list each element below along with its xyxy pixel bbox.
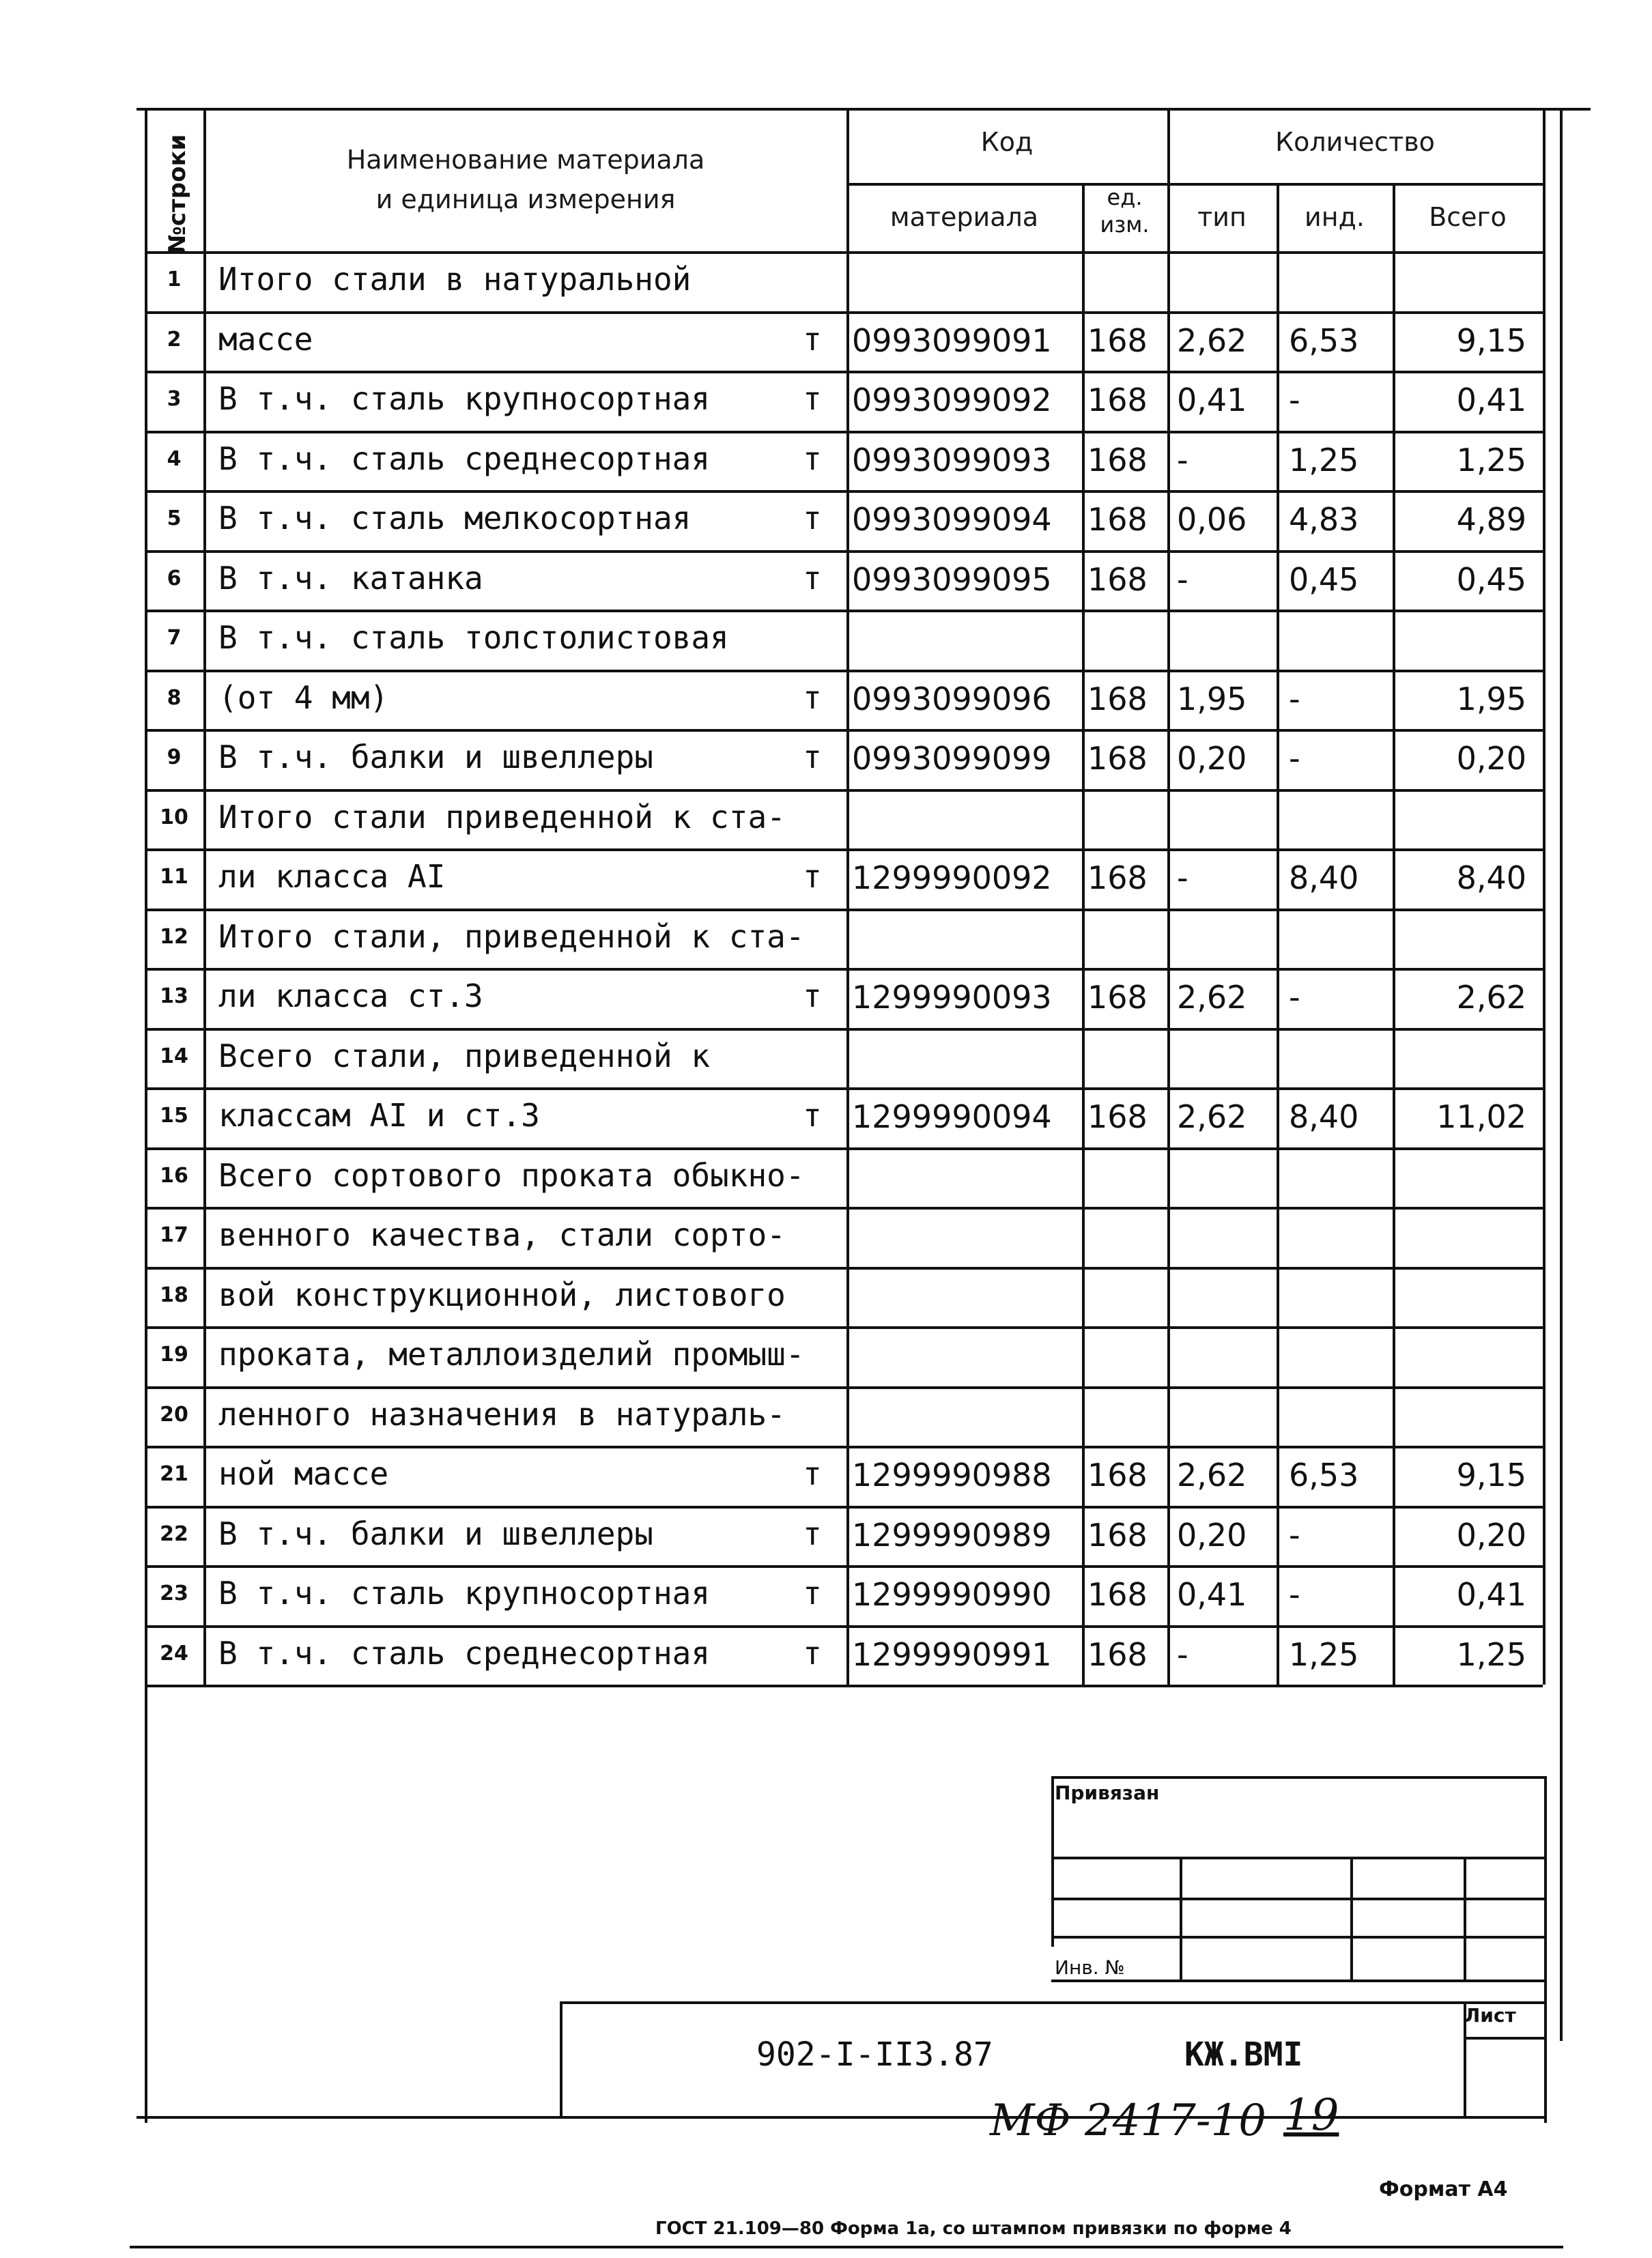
material-name: ной массе	[218, 1455, 389, 1492]
document-mark: КЖ.ВМI	[1184, 2035, 1303, 2074]
unit-symbol: т	[803, 739, 822, 775]
row-rule	[145, 311, 1543, 314]
unit-symbol: т	[803, 559, 822, 597]
material-code: 1299990989	[852, 1516, 1052, 1554]
material-code: 0993099099	[852, 740, 1052, 777]
unit-code: 168	[1087, 382, 1148, 418]
row-number: 3	[167, 387, 182, 411]
material-code: 1299990990	[852, 1576, 1052, 1613]
row-rule	[145, 968, 1543, 971]
unit-symbol: т	[803, 320, 822, 358]
document-code: 902-I-II3.87	[756, 2035, 993, 2074]
row-number: 18	[160, 1283, 188, 1307]
row-rule	[145, 909, 1543, 911]
row-rule	[145, 1685, 1543, 1687]
unit-code: 168	[1087, 1576, 1148, 1613]
qty-total: 0,41	[1456, 382, 1526, 418]
unit-symbol: т	[803, 440, 822, 477]
qty-total: 9,15	[1456, 1457, 1526, 1494]
qty-ind: 0,45	[1289, 560, 1359, 598]
right-frame-rule	[1560, 108, 1563, 2041]
stamp-grid-rule	[1051, 1936, 1544, 1939]
unit-symbol: т	[803, 858, 822, 895]
unit-code: 168	[1087, 979, 1148, 1016]
left-frame-rule	[145, 108, 147, 2123]
row-number: 11	[160, 865, 188, 889]
row-number: 22	[160, 1521, 188, 1546]
qty-typ: 1,95	[1177, 680, 1247, 717]
qty-total: 2,62	[1456, 979, 1526, 1016]
total-header: Всего	[1429, 202, 1507, 232]
material-code: 0993099096	[852, 680, 1052, 717]
qty-total: 1,95	[1456, 680, 1526, 717]
qty-total: 0,20	[1456, 1516, 1526, 1554]
material-name: (от 4 мм)	[218, 678, 389, 716]
header-mid-rule	[846, 183, 1543, 186]
material-name: Итого стали, приведенной к ста-	[218, 917, 805, 955]
material-code: 0993099092	[852, 382, 1052, 418]
row-number: 15	[160, 1104, 188, 1128]
material-name: ленного назначения в натураль-	[218, 1395, 786, 1433]
row-number: 8	[167, 685, 182, 710]
qty-ind: -	[1289, 1516, 1300, 1554]
row-rule	[145, 1565, 1543, 1568]
frame-bottom-rule	[137, 2116, 1547, 2119]
row-rule	[145, 1446, 1543, 1448]
material-name: В т.ч. катанка	[218, 559, 483, 597]
material-name: ли класса AI	[218, 858, 446, 895]
table-top-rule	[137, 108, 1591, 111]
qty-typ: 0,41	[1177, 382, 1247, 418]
stamp-grid-rule	[1051, 1857, 1544, 1859]
unit-code: 168	[1087, 859, 1148, 896]
sheet-label: Лист	[1464, 2004, 1516, 2027]
qty-typ: -	[1177, 859, 1188, 896]
qty-ind: 8,40	[1289, 1098, 1359, 1135]
material-name: венного качества, стали сорто-	[218, 1216, 786, 1253]
material-name: В т.ч. сталь толстолистовая	[218, 619, 729, 656]
stamp-grid-column-rule	[1180, 1857, 1182, 1980]
row-number: 19	[160, 1343, 188, 1367]
stamp-grid-rule	[1051, 1898, 1544, 1900]
row-rule	[145, 1028, 1543, 1031]
row-rule	[145, 789, 1543, 792]
format-label: Формат А4	[1379, 2177, 1508, 2201]
material-name: В т.ч. сталь крупносортная	[218, 380, 711, 417]
right-table-rule	[1543, 108, 1546, 1685]
qty-ind: 6,53	[1289, 321, 1359, 359]
unit-code: 168	[1087, 740, 1148, 777]
material-name: В т.ч. балки и швеллеры	[218, 1515, 653, 1552]
unit-code: 168	[1087, 1457, 1148, 1494]
qty-ind: 1,25	[1289, 441, 1359, 478]
qty-typ: 0,06	[1177, 501, 1247, 538]
unit-code: 168	[1087, 321, 1148, 359]
stamp-privyazan-label: Привязан	[1055, 1782, 1160, 1804]
row-number: 17	[160, 1223, 188, 1247]
material-code: 1299990094	[852, 1098, 1052, 1135]
unit-code: 168	[1087, 441, 1148, 478]
material-name: В т.ч. сталь среднесортная	[218, 440, 711, 477]
material-name: ли класса ст.3	[218, 977, 483, 1014]
row-rule	[145, 1207, 1543, 1210]
row-rule	[145, 610, 1543, 612]
title-block-left-rule	[560, 2001, 562, 2116]
unit-symbol: т	[803, 1455, 822, 1492]
row-number: 21	[160, 1462, 188, 1486]
unit-column-rule	[1082, 183, 1085, 1685]
sheet-label-rule	[1464, 2037, 1544, 2040]
material-name: Всего стали, приведенной к	[218, 1037, 711, 1074]
material-name: вой конструкционной, листового	[218, 1276, 786, 1313]
row-number: 12	[160, 924, 188, 949]
row-number-header: №строки	[164, 134, 191, 254]
row-number: 5	[167, 506, 182, 530]
unit-code: 168	[1087, 680, 1148, 717]
qty-ind: -	[1289, 1576, 1300, 1613]
qty-total: 0,45	[1456, 560, 1526, 598]
unit-code: 168	[1087, 501, 1148, 538]
qty-ind: -	[1289, 382, 1300, 418]
row-number: 10	[160, 805, 188, 829]
row-rule	[145, 550, 1543, 553]
qty-ind: -	[1289, 740, 1300, 777]
material-name: Всего сортового проката обыкно-	[218, 1156, 805, 1194]
header-bottom-rule	[145, 251, 1543, 254]
stamp-grid-rule	[1051, 1980, 1544, 1982]
material-name: проката, металлоизделий промыш-	[218, 1336, 805, 1373]
row-rule	[145, 1326, 1543, 1329]
material-name: В т.ч. сталь среднесортная	[218, 1634, 711, 1672]
stamp-right-rule	[1544, 1776, 1547, 2123]
sheet-number-rule	[1464, 2001, 1466, 2116]
material-code: 0993099095	[852, 560, 1052, 598]
stamp-grid-column-rule	[1350, 1857, 1353, 1980]
total-column-rule	[1393, 183, 1395, 1685]
unit-symbol: т	[803, 500, 822, 537]
code-header: Код	[980, 127, 1034, 157]
unit-header-line1: ед.	[1107, 184, 1143, 210]
gost-reference: ГОСТ 21.109—80 Форма 1а, со штампом привязки по форме 4	[655, 2218, 1292, 2239]
qty-typ: -	[1177, 441, 1188, 478]
unit-symbol: т	[803, 678, 822, 716]
stamp-left-rule	[1051, 1776, 1054, 1947]
qty-ind: 6,53	[1289, 1457, 1359, 1494]
row-rule	[145, 848, 1543, 851]
row-number: 4	[167, 446, 182, 471]
row-number: 16	[160, 1163, 188, 1188]
row-number: 2	[167, 327, 182, 352]
qty-ind: 1,25	[1289, 1635, 1359, 1673]
row-number: 20	[160, 1402, 188, 1427]
row-number: 9	[167, 745, 182, 769]
ind-header: инд.	[1305, 202, 1365, 232]
material-name: В т.ч. балки и швеллеры	[218, 739, 653, 775]
qty-typ: 2,62	[1177, 979, 1247, 1016]
unit-symbol: т	[803, 1515, 822, 1552]
qty-ind: -	[1289, 979, 1300, 1016]
qty-typ: 2,62	[1177, 321, 1247, 359]
qty-typ: 0,20	[1177, 740, 1247, 777]
row-number: 7	[167, 626, 182, 650]
material-code: 1299990092	[852, 859, 1052, 896]
unit-code: 168	[1087, 1635, 1148, 1673]
typ-header: тип	[1197, 202, 1247, 232]
row-rule	[145, 1267, 1543, 1270]
qty-total: 1,25	[1456, 1635, 1526, 1673]
material-code: 1299990093	[852, 979, 1052, 1016]
row-rule	[145, 371, 1543, 373]
handwritten-archive-number: МФ 2417-10	[990, 2096, 1266, 2146]
qty-typ: 0,20	[1177, 1516, 1247, 1554]
qty-total: 4,89	[1456, 501, 1526, 538]
handwritten-page-number: 19	[1283, 2090, 1339, 2141]
material-name: В т.ч. сталь крупносортная	[218, 1575, 711, 1612]
row-number: 13	[160, 984, 188, 1008]
stamp-grid-column-rule	[1464, 1857, 1466, 1980]
row-number: 24	[160, 1641, 188, 1666]
qty-typ: 2,62	[1177, 1098, 1247, 1135]
unit-symbol: т	[803, 1634, 822, 1672]
row-rule	[145, 1386, 1543, 1389]
row-rule	[145, 670, 1543, 672]
unit-symbol: т	[803, 380, 822, 417]
ind-column-rule	[1277, 183, 1279, 1685]
qty-total: 11,02	[1436, 1098, 1526, 1135]
row-number: 14	[160, 1044, 188, 1068]
row-rule	[145, 1147, 1543, 1150]
qty-total: 9,15	[1456, 321, 1526, 359]
material-name: классам AI и ст.3	[218, 1097, 540, 1134]
qty-total: 1,25	[1456, 441, 1526, 478]
row-rule	[145, 1625, 1543, 1628]
qty-total: 0,20	[1456, 740, 1526, 777]
qty-total: 0,41	[1456, 1576, 1526, 1613]
qty-ind: 8,40	[1289, 859, 1359, 896]
row-number: 6	[167, 566, 182, 590]
stamp-inv-no-label: Инв. №	[1055, 1956, 1125, 1979]
row-rule	[145, 729, 1543, 732]
title-block-top-rule	[560, 2001, 1544, 2004]
name-header-line1: Наименование материала	[346, 145, 705, 175]
material-code: 0993099091	[852, 321, 1052, 359]
stamp-top-rule	[1051, 1776, 1544, 1779]
qty-typ: -	[1177, 1635, 1188, 1673]
material-code: 1299990988	[852, 1457, 1052, 1494]
page-bottom-rule	[130, 2246, 1563, 2248]
material-name: Итого стали приведенной к ста-	[218, 798, 786, 835]
material-code: 0993099093	[852, 441, 1052, 478]
row-rule	[145, 490, 1543, 493]
qty-typ: 0,41	[1177, 1576, 1247, 1613]
material-name: В т.ч. сталь мелкосортная	[218, 500, 692, 537]
row-rule	[145, 1506, 1543, 1509]
qty-total: 8,40	[1456, 859, 1526, 896]
row-number: 1	[167, 268, 182, 291]
row-rule	[145, 431, 1543, 433]
material-name: массе	[218, 320, 313, 358]
unit-code: 168	[1087, 1098, 1148, 1135]
unit-symbol: т	[803, 1575, 822, 1612]
unit-code: 168	[1087, 1516, 1148, 1554]
unit-header-line2: изм.	[1100, 212, 1150, 238]
material-name: Итого стали в натуральной	[218, 261, 692, 298]
row-rule	[145, 1087, 1543, 1090]
unit-code: 168	[1087, 560, 1148, 598]
quantity-header: Количество	[1275, 127, 1435, 157]
qty-typ: -	[1177, 560, 1188, 598]
unit-symbol: т	[803, 1097, 822, 1134]
material-code-header: материала	[889, 202, 1039, 232]
row-number: 23	[160, 1582, 188, 1605]
qty-ind: -	[1289, 680, 1300, 717]
material-code: 0993099094	[852, 501, 1052, 538]
qty-typ: 2,62	[1177, 1457, 1247, 1494]
material-code: 1299990991	[852, 1635, 1052, 1673]
unit-symbol: т	[803, 977, 822, 1014]
name-header-line2: и единица измерения	[375, 184, 676, 214]
qty-ind: 4,83	[1289, 501, 1359, 538]
